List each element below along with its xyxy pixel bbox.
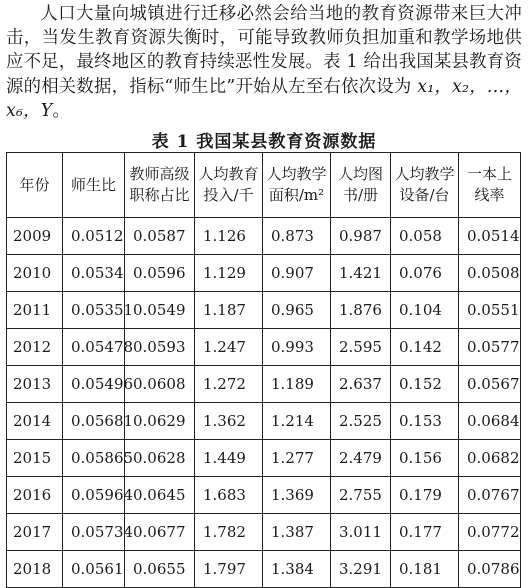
cell-per-capita-area: 1.369 (263, 477, 331, 514)
cell-admission-rate: 0.0684 (459, 403, 521, 440)
cell-senior-title-ratio: 0.0608 (125, 366, 195, 403)
cell-per-capita-equipment: 0.179 (391, 477, 459, 514)
cell-year: 2009 (7, 218, 63, 255)
table-row (7, 255, 521, 292)
table-caption: 表 1 我国某县教育资源数据 (151, 132, 377, 152)
cell-per-capita-investment: 1.126 (195, 218, 263, 255)
cell-per-capita-equipment: 0.104 (391, 292, 459, 329)
cell-per-capita-area: 1.189 (263, 366, 331, 403)
cell-year: 2010 (7, 255, 63, 292)
cell-per-capita-investment: 1.362 (195, 403, 263, 440)
table-row (7, 218, 521, 255)
cell-per-capita-equipment: 0.156 (391, 440, 459, 477)
header-per-capita-investment: 人均教育投入/千 (195, 153, 263, 218)
cell-per-capita-equipment: 0.177 (391, 514, 459, 551)
cell-teacher-student-ratio: 0.05964 (63, 477, 125, 514)
cell-senior-title-ratio: 0.0628 (125, 440, 195, 477)
cell-per-capita-area: 0.993 (263, 329, 331, 366)
cell-per-capita-books: 2.595 (331, 329, 391, 366)
cell-teacher-student-ratio: 0.05681 (63, 403, 125, 440)
table-header-row (7, 153, 521, 218)
cell-per-capita-investment: 1.683 (195, 477, 263, 514)
cell-teacher-student-ratio: 0.05734 (63, 514, 125, 551)
cell-per-capita-equipment: 0.058 (391, 218, 459, 255)
cell-per-capita-books: 3.291 (331, 551, 391, 588)
intro-paragraph (6, 2, 522, 123)
cell-per-capita-books: 1.876 (331, 292, 391, 329)
cell-teacher-student-ratio: 0.0534 (63, 255, 125, 292)
cell-per-capita-area: 0.965 (263, 292, 331, 329)
cell-senior-title-ratio: 0.0677 (125, 514, 195, 551)
cell-per-capita-books: 2.479 (331, 440, 391, 477)
cell-per-capita-area: 1.384 (263, 551, 331, 588)
cell-per-capita-area: 1.387 (263, 514, 331, 551)
cell-per-capita-area: 0.873 (263, 218, 331, 255)
cell-admission-rate: 0.0577 (459, 329, 521, 366)
cell-year: 2013 (7, 366, 63, 403)
education-resource-table (6, 152, 521, 588)
cell-per-capita-investment: 1.797 (195, 551, 263, 588)
cell-per-capita-area: 0.907 (263, 255, 331, 292)
cell-admission-rate: 0.0772 (459, 514, 521, 551)
header-per-capita-books: 人均图书/册 (331, 153, 391, 218)
header-year: 年份 (7, 153, 63, 218)
cell-year: 2018 (7, 551, 63, 588)
header-per-capita-area: 人均教学面积/m² (263, 153, 331, 218)
cell-admission-rate: 0.0551 (459, 292, 521, 329)
cell-per-capita-equipment: 0.152 (391, 366, 459, 403)
cell-senior-title-ratio: 0.0645 (125, 477, 195, 514)
cell-per-capita-equipment: 0.142 (391, 329, 459, 366)
cell-year: 2015 (7, 440, 63, 477)
table-row (7, 403, 521, 440)
cell-year: 2011 (7, 292, 63, 329)
cell-senior-title-ratio: 0.0629 (125, 403, 195, 440)
cell-teacher-student-ratio: 0.05478 (63, 329, 125, 366)
cell-teacher-student-ratio: 0.0512 (63, 218, 125, 255)
cell-admission-rate: 0.0786 (459, 551, 521, 588)
cell-per-capita-investment: 1.449 (195, 440, 263, 477)
cell-teacher-student-ratio: 0.05351 (63, 292, 125, 329)
table-row (7, 366, 521, 403)
cell-per-capita-equipment: 0.153 (391, 403, 459, 440)
cell-per-capita-books: 1.421 (331, 255, 391, 292)
table-row (7, 477, 521, 514)
table-row (7, 440, 521, 477)
cell-year: 2012 (7, 329, 63, 366)
header-teacher-student-ratio: 师生比 (63, 153, 125, 218)
variable-list: x₁，x₂，…，x₆，Y (6, 76, 522, 121)
cell-admission-rate: 0.0508 (459, 255, 521, 292)
cell-per-capita-equipment: 0.181 (391, 551, 459, 588)
intro-text: 人口大量向城镇进行迁移必然会给当地的教育资源带来巨大冲击，当发生教育资源失衡时，可能导致教师负担加重和教学场地供应不足，最终地区的教育持续恶性发展。表 1 给出我国某县教育资源的相关数据，指标“师生比”开始从左至右依次设为 (6, 4, 522, 97)
cell-senior-title-ratio: 0.0549 (125, 292, 195, 329)
cell-per-capita-investment: 1.129 (195, 255, 263, 292)
cell-per-capita-equipment: 0.076 (391, 255, 459, 292)
table-row (7, 551, 521, 588)
cell-per-capita-area: 1.214 (263, 403, 331, 440)
cell-senior-title-ratio: 0.0596 (125, 255, 195, 292)
table-row (7, 292, 521, 329)
cell-teacher-student-ratio: 0.0561 (63, 551, 125, 588)
cell-teacher-student-ratio: 0.05496 (63, 366, 125, 403)
cell-per-capita-investment: 1.782 (195, 514, 263, 551)
cell-per-capita-books: 3.011 (331, 514, 391, 551)
cell-per-capita-investment: 1.272 (195, 366, 263, 403)
cell-per-capita-area: 1.277 (263, 440, 331, 477)
cell-per-capita-investment: 1.247 (195, 329, 263, 366)
cell-per-capita-books: 0.987 (331, 218, 391, 255)
header-per-capita-equipment: 人均教学设备/台 (391, 153, 459, 218)
cell-per-capita-books: 2.525 (331, 403, 391, 440)
cell-admission-rate: 0.0767 (459, 477, 521, 514)
cell-senior-title-ratio: 0.0587 (125, 218, 195, 255)
cell-per-capita-books: 2.637 (331, 366, 391, 403)
cell-admission-rate: 0.0682 (459, 440, 521, 477)
table-body (7, 218, 521, 588)
cell-senior-title-ratio: 0.0655 (125, 551, 195, 588)
cell-per-capita-investment: 1.187 (195, 292, 263, 329)
cell-senior-title-ratio: 0.0593 (125, 329, 195, 366)
cell-admission-rate: 0.0567 (459, 366, 521, 403)
cell-per-capita-books: 2.755 (331, 477, 391, 514)
header-admission-rate: 一本上线率 (459, 153, 521, 218)
header-senior-title-ratio: 教师高级职称占比 (125, 153, 195, 218)
cell-year: 2017 (7, 514, 63, 551)
table-row (7, 514, 521, 551)
cell-admission-rate: 0.0514 (459, 218, 521, 255)
cell-year: 2014 (7, 403, 63, 440)
cell-year: 2016 (7, 477, 63, 514)
table-row (7, 329, 521, 366)
cell-teacher-student-ratio: 0.05865 (63, 440, 125, 477)
intro-text-end: 。 (52, 100, 71, 121)
